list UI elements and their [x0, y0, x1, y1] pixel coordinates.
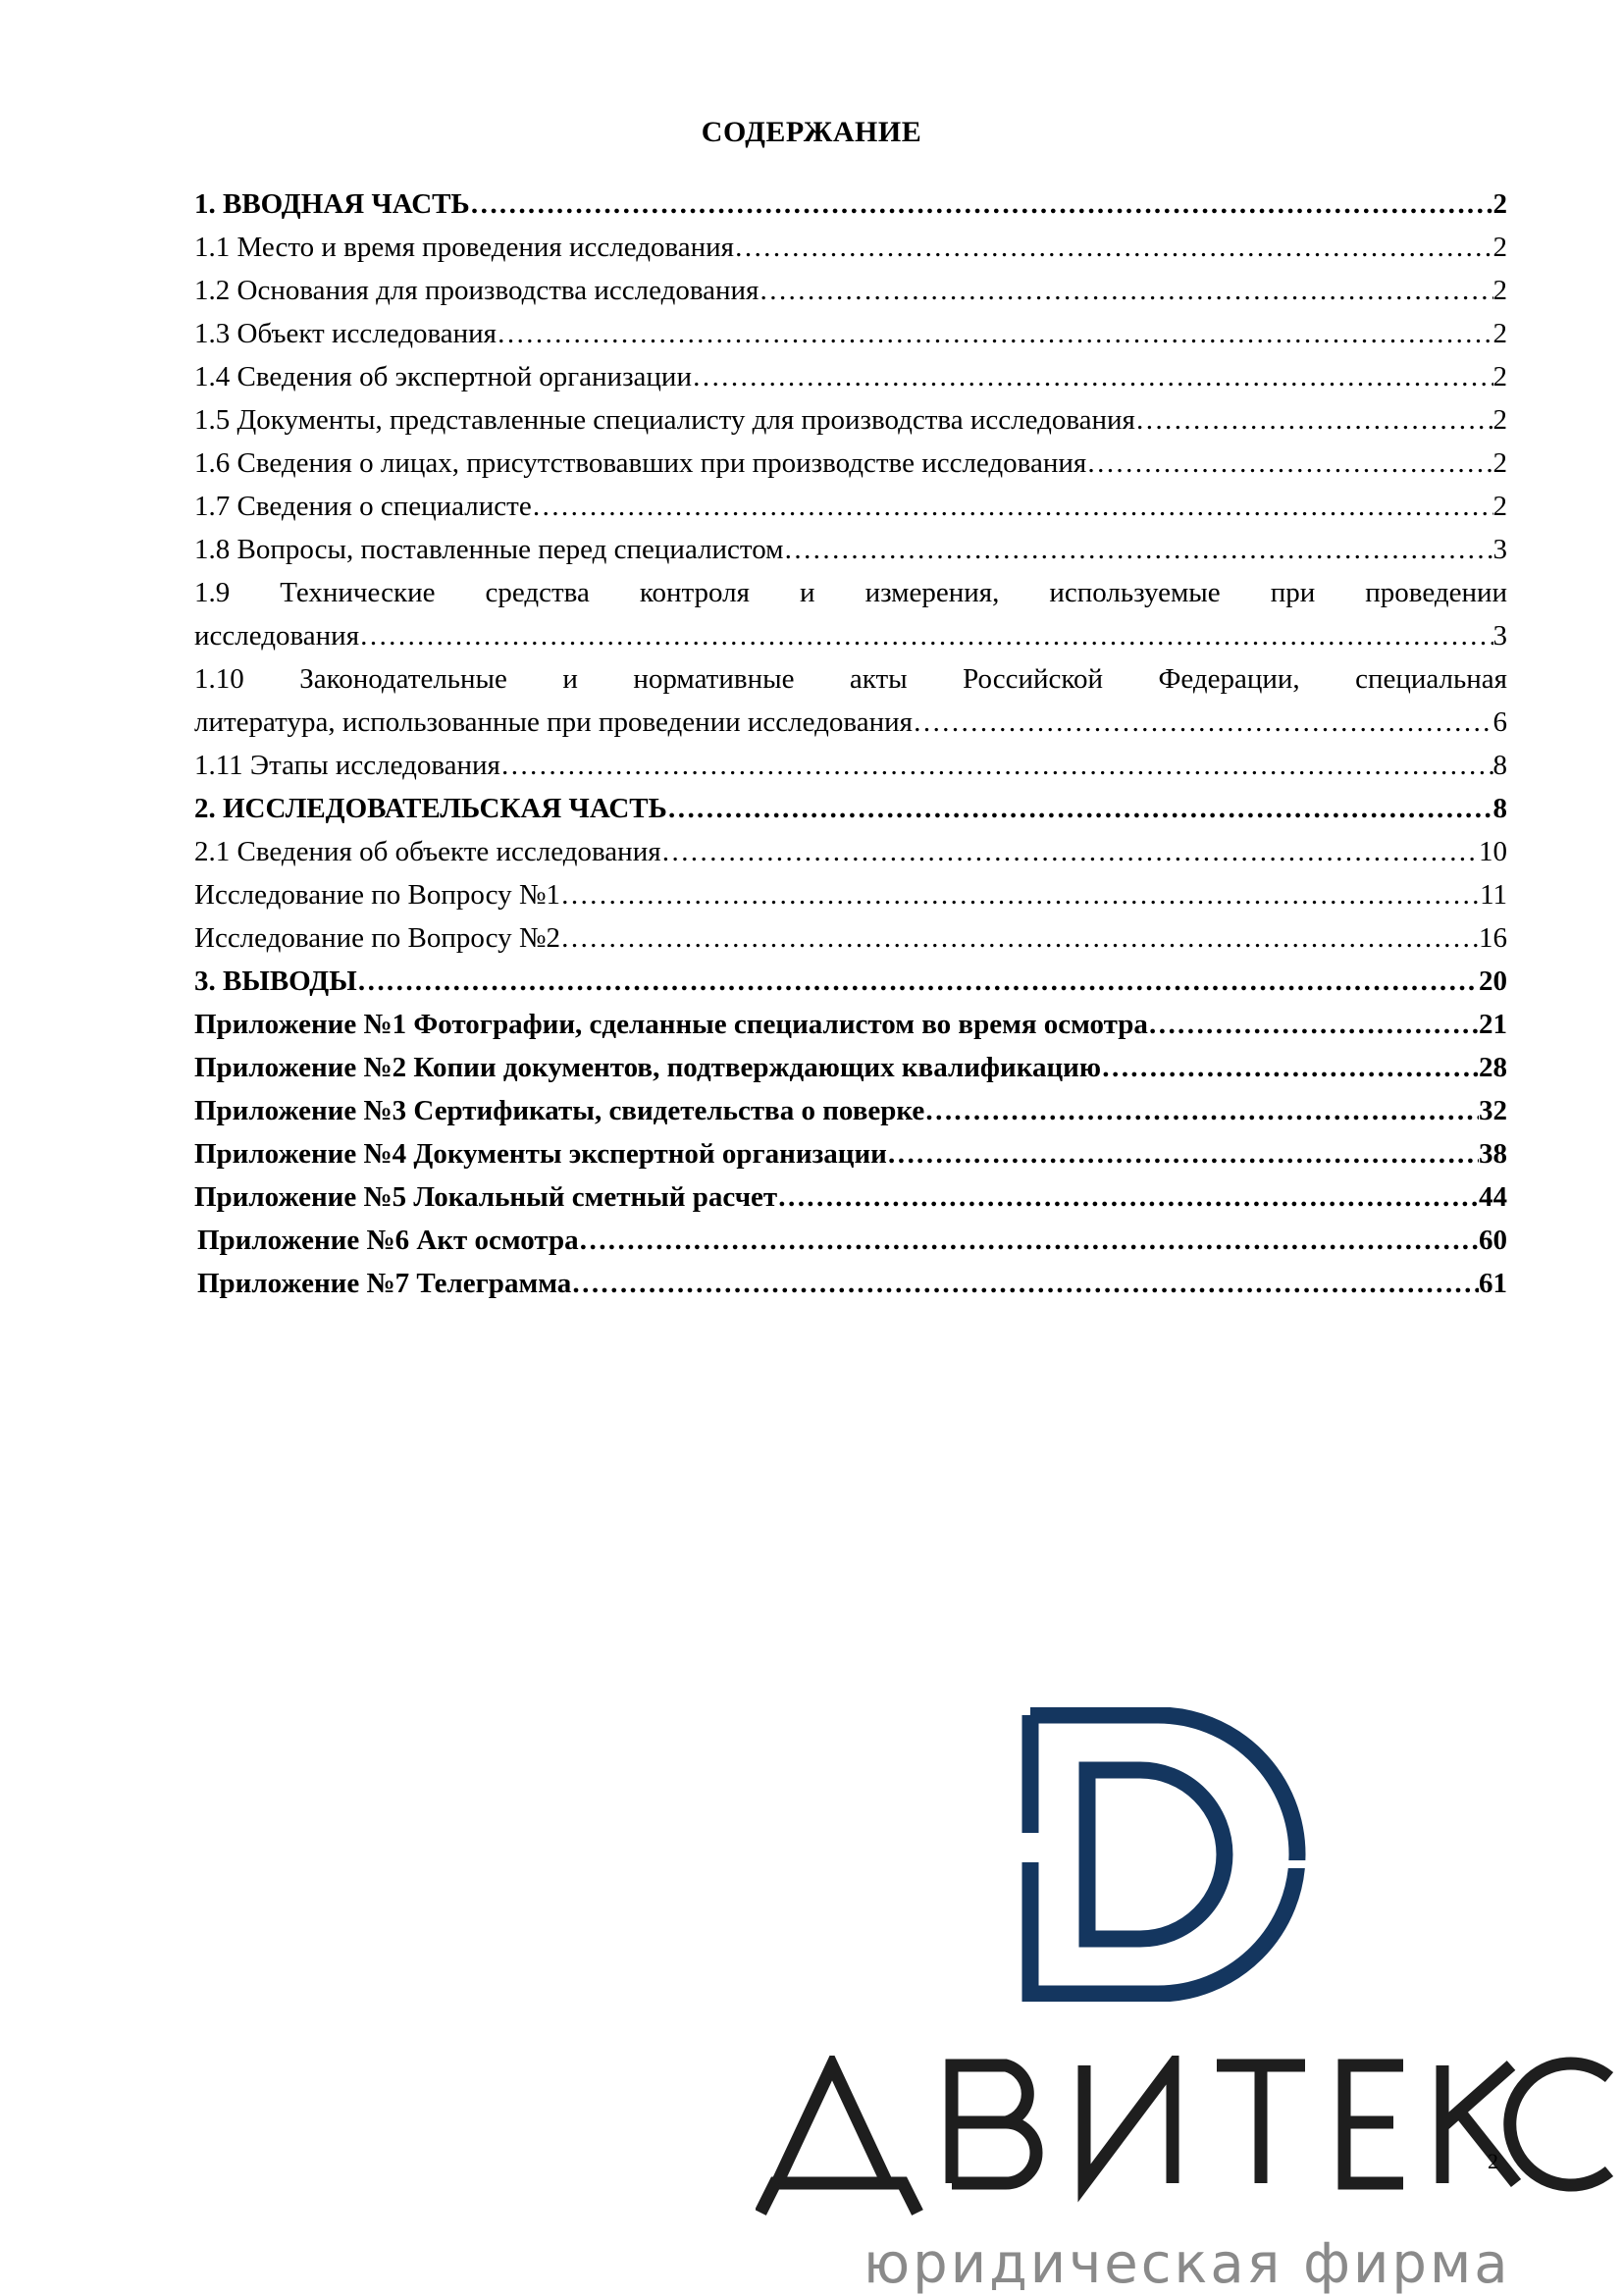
toc-entry-page: 11	[1480, 879, 1507, 911]
toc-entry-page: 2	[1492, 318, 1507, 349]
toc-entry-page: 21	[1479, 1009, 1507, 1040]
toc-entry-text: 1. ВВОДНАЯ ЧАСТЬ	[194, 188, 470, 220]
toc-entry-text: 3. ВЫВОДЫ	[194, 965, 357, 997]
toc-entry-page: 3	[1492, 534, 1507, 565]
toc-entry	[194, 873, 1507, 916]
toc-entry	[194, 571, 1507, 657]
toc-entry-text: Приложение №4 Документы экспертной организации	[194, 1138, 887, 1170]
toc-entry-page: 28	[1479, 1052, 1507, 1083]
toc-entry-text: 1.3 Объект исследования	[194, 318, 497, 349]
toc-entry-text: Приложение №7 Телеграмма	[197, 1268, 572, 1299]
company-subtitle: юридическая фирма	[864, 2232, 1511, 2296]
toc-entry-text: Исследование по Вопросу №1	[194, 879, 561, 911]
toc-entry-page: 2	[1492, 275, 1507, 306]
toc-entry-text: Приложение №3 Сертификаты, свидетельства о поверке	[194, 1095, 925, 1126]
table-of-contents	[194, 183, 1507, 1305]
toc-entry-page: 20	[1479, 965, 1507, 997]
toc-entry	[194, 398, 1507, 442]
toc-entry	[197, 1262, 1507, 1305]
toc-entry-page: 61	[1479, 1268, 1507, 1299]
toc-entry-page: 2	[1492, 361, 1507, 392]
company-logo-wordmark	[756, 2056, 1619, 2222]
toc-entry	[194, 1089, 1507, 1132]
toc-entry	[194, 1132, 1507, 1175]
toc-entry-text: 1.7 Сведения о специалисте	[194, 491, 532, 522]
toc-entry-page: 8	[1492, 793, 1507, 824]
page-number: 2	[1488, 2149, 1498, 2173]
toc-entry-text: Исследование по Вопросу №2	[194, 922, 561, 954]
toc-entry	[197, 1219, 1507, 1262]
toc-entry	[194, 916, 1507, 960]
toc-entry	[194, 1175, 1507, 1219]
toc-entry-page: 16	[1479, 922, 1507, 954]
toc-entry-page: 32	[1479, 1095, 1507, 1126]
toc-entry	[194, 657, 1507, 744]
toc-entry-text-line2: исследования	[194, 620, 360, 652]
toc-entry-text: Приложение №1 Фотографии, сделанные специалистом во время осмотра	[194, 1009, 1148, 1040]
toc-entry	[194, 1003, 1507, 1046]
toc-entry-text-line1: 1.9 Технические средства контроля и измерения, используемые при проведении	[194, 577, 1507, 608]
toc-entry-text: 1.4 Сведения об экспертной организации	[194, 361, 692, 392]
toc-entry	[194, 312, 1507, 355]
toc-entry-page: 2	[1492, 188, 1507, 220]
toc-entry	[194, 183, 1507, 226]
toc-entry-text-line1: 1.10 Законодательные и нормативные акты Российской Федерации, специальная	[194, 663, 1507, 695]
toc-entry-page: 8	[1492, 750, 1507, 781]
toc-entry-page: 3	[1492, 620, 1507, 652]
toc-entry-text: 2. ИССЛЕДОВАТЕЛЬСКАЯ ЧАСТЬ	[194, 793, 667, 824]
toc-entry	[194, 485, 1507, 528]
toc-entry	[194, 442, 1507, 485]
toc-entry	[194, 355, 1507, 398]
toc-entry-text-line2: литература, использованные при проведении исследования	[194, 706, 913, 738]
toc-entry-page: 2	[1492, 232, 1507, 263]
toc-entry-page: 2	[1492, 404, 1507, 436]
toc-entry-text: Приложение №6 Акт осмотра	[197, 1225, 579, 1256]
toc-title: СОДЕРЖАНИЕ	[701, 116, 922, 148]
toc-entry-page: 10	[1479, 836, 1507, 867]
toc-entry-text: 1.6 Сведения о лицах, присутствовавших при производстве исследования	[194, 447, 1087, 479]
toc-entry-page: 2	[1492, 447, 1507, 479]
toc-entry	[194, 269, 1507, 312]
toc-entry-text: Приложение №5 Локальный сметный расчет	[194, 1181, 778, 1213]
toc-entry-page: 6	[1492, 706, 1507, 738]
toc-entry-text: 1.11 Этапы исследования	[194, 750, 500, 781]
toc-entry-text: 2.1 Сведения об объекте исследования	[194, 836, 661, 867]
toc-entry-page: 44	[1479, 1181, 1507, 1213]
toc-entry-page: 2	[1492, 491, 1507, 522]
toc-entry-text: 1.1 Место и время проведения исследования	[194, 232, 735, 263]
company-logo-mark	[1021, 1707, 1335, 2002]
toc-entry	[194, 1046, 1507, 1089]
toc-entry-text: 1.2 Основания для производства исследования	[194, 275, 759, 306]
toc-entry-page: 38	[1479, 1138, 1507, 1170]
toc-entry-text: Приложение №2 Копии документов, подтверждающих квалификацию	[194, 1052, 1102, 1083]
toc-entry	[194, 226, 1507, 269]
toc-entry-text: 1.5 Документы, представленные специалисту для производства исследования	[194, 404, 1135, 436]
toc-entry	[194, 787, 1507, 830]
toc-entry	[194, 744, 1507, 787]
toc-entry-text: 1.8 Вопросы, поставленные перед специалистом	[194, 534, 784, 565]
toc-entry-page: 60	[1479, 1225, 1507, 1256]
toc-entry	[194, 528, 1507, 571]
toc-entry	[194, 960, 1507, 1003]
toc-entry	[194, 830, 1507, 873]
